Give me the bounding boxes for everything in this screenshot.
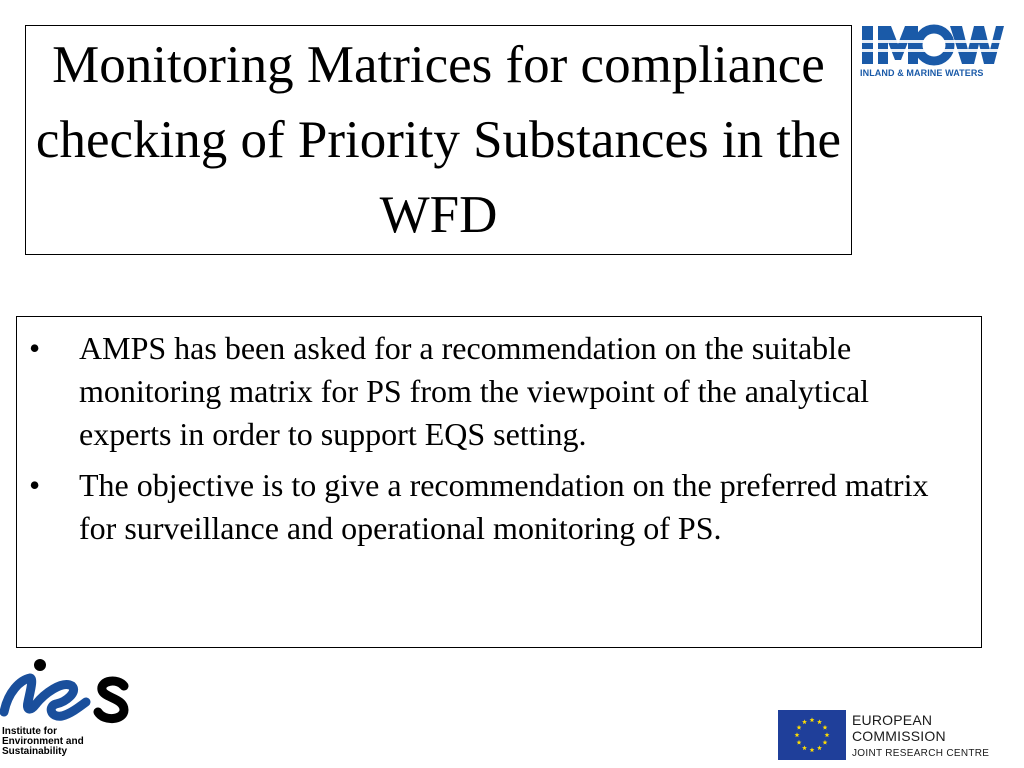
bullet-text: AMPS has been asked for a recommendation on the suitable monitoring matrix for PS from the viewpoint of the analytical experts in order to support EQS setting.	[79, 330, 870, 452]
title-box	[25, 25, 852, 255]
ec-logo-text	[852, 712, 1024, 759]
ies-caption-line: Institute for	[2, 726, 57, 737]
bullet-item	[17, 464, 951, 550]
bullet-item	[17, 327, 951, 456]
bullet-text: The objective is to give a recommendation on the preferred matrix for surveillance and operational monitoring of PS.	[79, 467, 929, 546]
ies-caption-line: Sustainability	[2, 746, 68, 757]
ec-name: EUROPEAN COMMISSION	[852, 712, 946, 744]
content-box	[16, 316, 982, 648]
ies-caption-line: Environment and	[2, 736, 84, 747]
eu-flag-icon	[778, 710, 846, 760]
bullet-list	[17, 317, 981, 550]
slide-title: Monitoring Matrices for compliance checking of Priority Substances in the WFD	[35, 35, 842, 244]
bullet-marker: •	[29, 467, 41, 503]
jrc-name: JOINT RESEARCH CENTRE	[852, 748, 990, 759]
bullet-marker: •	[29, 330, 41, 366]
imw-caption: INLAND & MARINE WATERS	[860, 68, 984, 78]
ies-caption	[2, 727, 132, 757]
